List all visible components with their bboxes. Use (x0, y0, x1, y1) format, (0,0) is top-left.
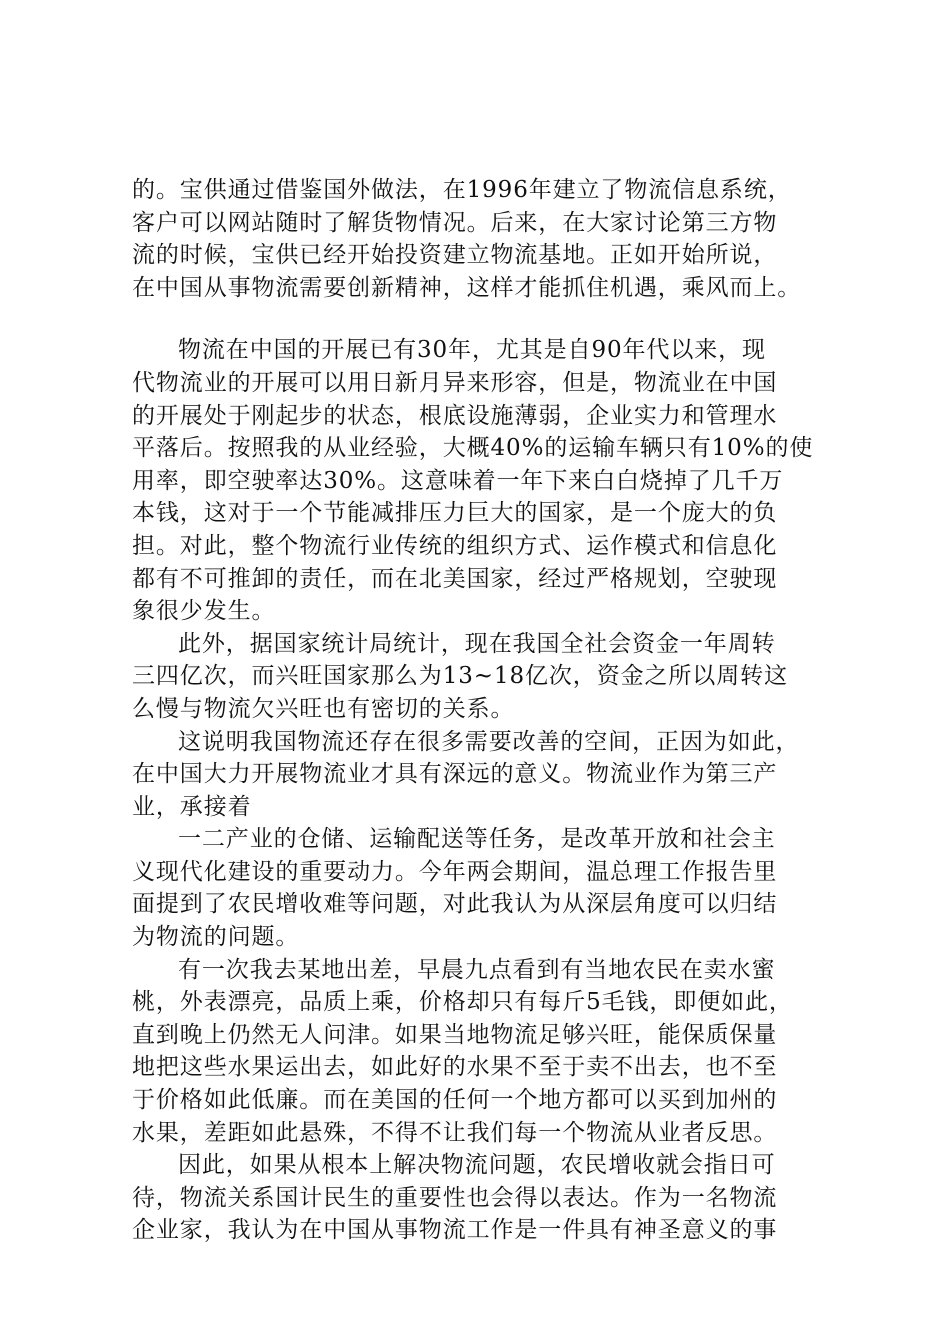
text-line: 担。对此，整个物流行业传统的组织方式、运作模式和信息化 (132, 532, 778, 559)
text-line: 用率，即空驶率达30%。这意味着一年下来白白烧掉了几千万 (132, 467, 784, 494)
text-line: 客户可以网站随时了解货物情况。后来，在大家讨论第三方物 (132, 209, 778, 236)
text-line: 代物流业的开展可以用日新月异来形容，但是，物流业在中国 (132, 369, 778, 396)
text-line: 象很少发生。 (132, 598, 276, 625)
text-line: 有一次我去某地出差，早晨九点看到有当地农民在卖水蜜 (178, 956, 776, 983)
text-line: 本钱，这对于一个节能减排压力巨大的国家，是一个庞大的负 (132, 500, 778, 527)
paragraph-gap (132, 304, 822, 334)
body-text (132, 174, 822, 1247)
text-line: 义现代化建设的重要动力。今年两会期间，温总理工作报告里 (132, 858, 778, 885)
text-line: 物流在中国的开展已有30年，尤其是自90年代以来，现 (178, 337, 766, 364)
text-line: 么慢与物流欠兴旺也有密切的关系。 (132, 695, 515, 722)
text-line: 的开展处于刚起步的状态，根底设施薄弱，企业实力和管理水 (132, 402, 778, 429)
text-line: 企业家，我认为在中国从事物流工作是一件具有神圣意义的事 (132, 1217, 778, 1244)
text-line: 于价格如此低廉。而在美国的任何一个地方都可以买到加州的 (132, 1087, 778, 1114)
text-line: 平落后。按照我的从业经验，大概40%的运输车辆只有10%的使 (132, 435, 814, 462)
text-line: 业，承接着 (132, 793, 252, 820)
text-line: 在中国从事物流需要创新精神，这样才能抓住机遇，乘风而上。 (132, 274, 802, 301)
text-line: 待，物流关系国计民生的重要性也会得以表达。作为一名物流 (132, 1184, 778, 1211)
text-line: 一二产业的仓储、运输配送等任务，是改革开放和社会主 (178, 826, 776, 853)
text-line: 三四亿次，而兴旺国家那么为13~18亿次，资金之所以周转这 (132, 663, 788, 690)
text-line: 地把这些水果运出去，如此好的水果不至于卖不出去，也不至 (132, 1054, 778, 1081)
text-line: 桃，外表漂亮，品质上乘，价格却只有每斤5毛钱，即便如此， (132, 989, 793, 1016)
text-line: 在中国大力开展物流业才具有深远的意义。物流业作为第三产 (132, 761, 778, 788)
text-line: 因此，如果从根本上解决物流问题，农民增收就会指日可 (178, 1152, 776, 1179)
text-line: 这说明我国物流还存在很多需要改善的空间，正因为如此， (178, 728, 800, 755)
text-line: 为物流的问题。 (132, 924, 300, 951)
text-line: 都有不可推卸的责任，而在北美国家，经过严格规划，空驶现 (132, 565, 778, 592)
text-line: 水果，差距如此悬殊，不得不让我们每一个物流从业者反思。 (132, 1119, 778, 1146)
text-line: 面提到了农民增收难等问题，对此我认为从深层角度可以归结 (132, 891, 778, 918)
text-line: 的。宝供通过借鉴国外做法，在1996年建立了物流信息系统， (132, 177, 792, 203)
text-line: 直到晚上仍然无人问津。如果当地物流足够兴旺，能保质保量 (132, 1021, 778, 1048)
text-line: 流的时候，宝供已经开始投资建立物流基地。正如开始所说， (132, 242, 778, 269)
text-line: 此外，据国家统计局统计，现在我国全社会资金一年周转 (178, 630, 776, 657)
